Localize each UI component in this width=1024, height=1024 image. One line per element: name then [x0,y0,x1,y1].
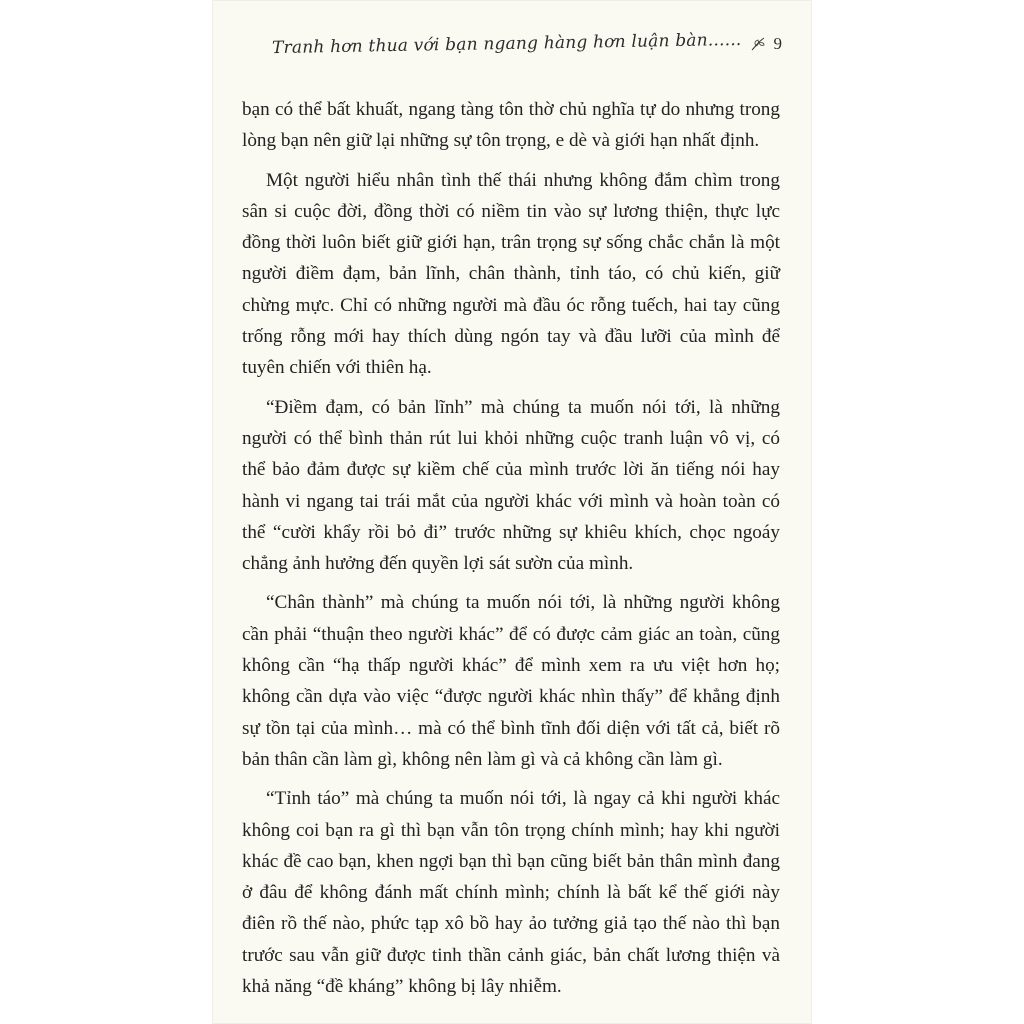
page-number: 9 [773,34,782,53]
page-header [271,29,782,59]
paragraph-continuation: bạn có thể bất khuất, ngang tàng tôn thờ chủ nghĩa tự do nhưng trong lòng bạn nên giữ lại những sự tôn trọng, e dè và giới hạn nhất định. [242,99,780,152]
paragraph: “Tỉnh táo” mà chúng ta muốn nói tới, là ngay cả khi người khác không coi bạn ra gì thì bạn vẫn tôn trọng chính mình; hay khi người khác đề cao bạn, khen ngợi bạn thì bạn cũng biết bản thân mình đang ở đâu để không đánh mất chính mình; chính là bất kể thế giới này điên rồ thế nào, phức tạp xô bồ hay ảo tưởng giả tạo thế nào thì bạn trước sau vẫn giữ được tinh thần cảnh giác, bản chất lương thiện và khả năng “đề kháng” không bị lây nhiễm. [242,788,780,998]
paragraph: Một người hiểu nhân tình thế thái nhưng không đắm chìm trong sân si cuộc đời, đồng thời có niềm tin vào sự lương thiện, thực lực đồng thời luôn biết giữ giới hạn, trân trọng sự sống chắc chắn là một người điềm đạm, bản lĩnh, chân thành, tỉnh táo, có chủ kiến, giữ chừng mực. Chỉ có những người mà đầu óc rỗng tuếch, hai tay cũng trống rỗng mới hay thích dùng ngón tay và đầu lưỡi của mình để tuyên chiến với thiên hạ. [242,169,780,379]
leaf-icon [750,36,766,52]
paragraph: “Điềm đạm, có bản lĩnh” mà chúng ta muốn nói tới, là những người có thể bình thản rút lui khỏi những cuộc tranh luận vô vị, có thể bảo đảm được sự kiềm chế của mình trước lời ăn tiếng nói hay hành vi ngang tai trái mắt của người khác với mình và hoàn toàn có thể “cười khẩy rồi bỏ đi” trước những sự khiêu khích, chọc ngoáy chẳng ảnh hưởng đến quyền lợi sát sườn của mình. [242,396,780,575]
running-title: Tranh hơn thua với bạn ngang hàng hơn luận bàn...... [271,29,742,59]
book-page [212,0,812,1024]
paragraph: “Chân thành” mà chúng ta muốn nói tới, là những người không cần phải “thuận theo người khác” để có được cảm giác an toàn, cũng không cần “hạ thấp người khác” để mình xem ra ưu việt hơn họ; không cần dựa vào việc “được người khác nhìn thấy” để khẳng định sự tồn tại của mình… mà có thể bình tĩnh đối diện với tất cả, biết rõ bản thân cần làm gì, không nên làm gì và cả không cần làm gì. [242,592,780,770]
body-text [242,94,780,1010]
